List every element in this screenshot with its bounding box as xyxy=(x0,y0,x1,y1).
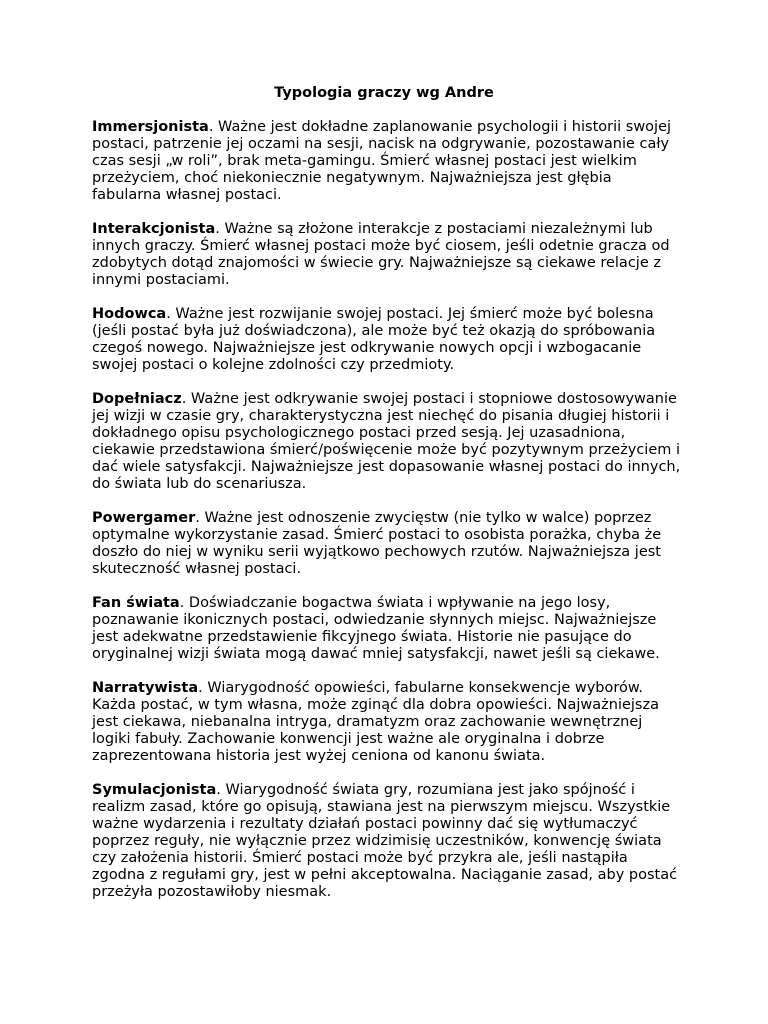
term-hodowca: Hodowca xyxy=(92,306,167,322)
paragraph-text: . Wiarygodność świata gry, rozumiana jest jako spójność i realizm zasad, które go opisują, stawiana jest na pierwszym miejscu. Wszystkie ważne wydarzenia i rezultaty działań postaci powinny dać się wytłumaczyć poprzez reguły, nie wyłącznie przez widzimisię uczestników, konwencję świata czy założenia historii. Śmierć postaci może być przykra ale, jeśli nastąpiła zgodna z regułami gry, jest w pełni akceptowalna. Naciąganie zasad, aby postać przeżyła pozostawiłoby niesmak. xyxy=(92,782,678,900)
term-fan-swiata: Fan świata xyxy=(92,595,180,611)
paragraph-hodowca xyxy=(92,306,684,374)
paragraph-text: . Ważne jest rozwijanie swojej postaci. Jej śmierć może być bolesna (jeśli postać była już doświadczona), ale może być też okazją do spróbowania czegoś nowego. Najważniejsze jest odkrywanie nowych opcji i wzbogacanie swojej postaci o kolejne zdolności czy przedmioty. xyxy=(92,306,656,373)
paragraph-immersjonista xyxy=(92,119,684,204)
paragraph-dopelniacz xyxy=(92,391,684,493)
term-interakcjonista: Interakcjonista xyxy=(92,221,216,237)
term-dopelniacz: Dopełniacz xyxy=(92,391,182,407)
paragraph-powergamer xyxy=(92,510,684,578)
term-immersjonista: Immersjonista xyxy=(92,119,209,135)
paragraph-interakcjonista xyxy=(92,221,684,289)
term-narratywista: Narratywista xyxy=(92,680,199,696)
document-title: Typologia graczy wg Andre xyxy=(274,85,494,101)
document-body xyxy=(92,119,684,918)
paragraph-text: . Ważne jest dokładne zaplanowanie psychologii i historii swojej postaci, patrzenie jej oczami na sesji, nacisk na odgrywanie, pozostawanie cały czas sesji „w roli”, brak meta-gamingu. Śmierć własnej postaci jest wielkim przeżyciem, choć niekoniecznie negatywnym. Najważniejsza jest głębia fabularna własnej postaci. xyxy=(92,119,672,203)
paragraph-fan-swiata xyxy=(92,595,684,663)
paragraph-text: . Ważne jest odnoszenie zwycięstw (nie tylko w walce) poprzez optymalne wykorzystanie zasad. Śmierć postaci to osobista porażka, chyba że doszło do niej w wyniku serii wyjątkowo pechowych rzutów. Najważniejsza jest skuteczność własnej postaci. xyxy=(92,510,662,577)
term-symulacjonista: Symulacjonista xyxy=(92,782,217,798)
paragraph-text: . Ważne jest odkrywanie swojej postaci i stopniowe dostosowywanie jej wizji w czasie gry, charakterystyczna jest niechęć do pisania długiej historii i dokładnego opisu psychologicznego postaci przed sesją. Jej uzasadniona, ciekawie przedstawiona śmierć/poświęcenie może być pozytywnym przeżyciem i dać wiele satysfakcji. Najważniejsze jest dopasowanie własnej postaci do innych, do świata lub do scenariusza. xyxy=(92,391,681,492)
paragraph-text: . Doświadczanie bogactwa świata i wpływanie na jego losy, poznawanie ikonicznych postaci, odwiedzanie słynnych miejsc. Najważniejsze jest adekwatne przedstawienie fikcyjnego świata. Historie nie pasujące do oryginalnej wizji świata mogą dawać mniej satysfakcji, nawet jeśli są ciekawe. xyxy=(92,595,660,662)
paragraph-narratywista xyxy=(92,680,684,765)
paragraph-symulacjonista xyxy=(92,782,684,901)
paragraph-text: . Wiarygodność opowieści, fabularne konsekwencje wyborów. Każda postać, w tym własna, może zginąć dla dobra opowieści. Najważniejsza jest ciekawa, niebanalna intryga, dramatyzm oraz zachowanie wewnętrznej logiki fabuły. Zachowanie konwencji jest ważne ale oryginalna i dobrze zaprezentowana historia jest wyżej ceniona od kanonu świata. xyxy=(92,680,659,764)
paragraph-text: . Ważne są złożone interakcje z postaciami niezależnymi lub innych graczy. Śmierć własnej postaci może być ciosem, jeśli odetnie gracza od zdobytych dotąd znajomości w świecie gry. Najważniejsze są ciekawe relacje z innymi postaciami. xyxy=(92,221,670,288)
term-powergamer: Powergamer xyxy=(92,510,196,526)
